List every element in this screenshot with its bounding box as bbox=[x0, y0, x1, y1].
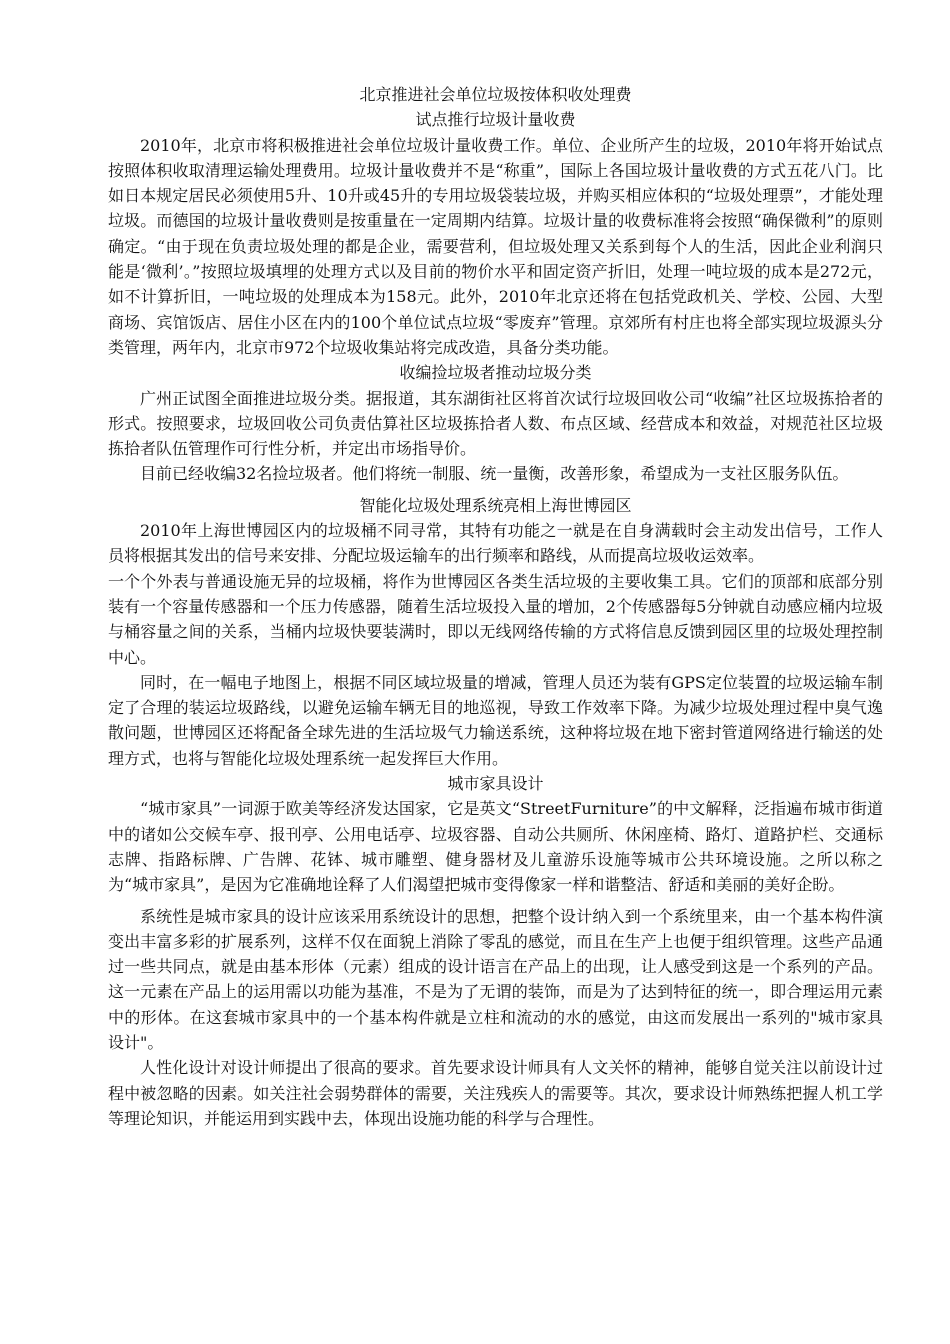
paragraph-systematic-design: 系统性是城市家具的设计应该采用系统设计的思想，把整个设计纳入到一个系统里来，由一个基本构件演变出丰富多彩的扩展系列，这样不仅在面貌上消除了零乱的感觉，而且在生产上也便于组织管理。这些产品通过一些共同点，就是由基本形体（元素）组成的设计语言在产品上的出现，让人感受到这是一个系列的产品。这一元素在产品上的运用需以功能为基准，不是为了无谓的装饰，而是为了达到特征的统一，即合理运用元素中的形体。在这套城市家具中的一个基本构件就是立柱和流动的水的感觉，由这而发展出一系列的"城市家具设计"。 bbox=[108, 906, 883, 1052]
paragraph-gps-route: 同时，在一幅电子地图上，根据不同区域垃圾量的增减，管理人员还为装有GPS定位装置的垃圾运输车制定了合理的装运垃圾路线，以避免运输车辆无目的地巡视，导致工作效率下降。为减少垃圾处理过程中臭气逸散问题，世博园区还将配备全球先进的生活垃圾气力输送系统，这种将垃圾在地下密封管道网络进行输送的处理方式，也将与智能化垃圾处理系统一起发挥巨大作用。 bbox=[108, 672, 883, 768]
paragraph-beijing-fee: 2010年，北京市将积极推进社会单位垃圾计量收费工作。单位、企业所产生的垃圾，2010年将开始试点按照体积收取清理运输处理费用。垃圾计量收费并不是“称重”，国际上各国垃圾计量收费的方式五花八门。比如日本规定居民必须使用5升、10升或45升的专用垃圾袋装垃圾，并购买相应体积的“垃圾处理票”，才能处理垃圾。而德国的垃圾计量收费则是按重量在一定周期内结算。垃圾计量的收费标准将会按照“确保微利”的原则确定。“由于现在负责垃圾处理的都是企业，需要营利，但垃圾处理又关系到每个人的生活，因此企业利润只能是‘微利’。”按照垃圾填埋的处理方式以及目前的物价水平和固定资产折旧，处理一吨垃圾的成本是272元，如不计算折旧，一吨垃圾的处理成本为158元。此外，2010年北京还将在包括党政机关、学校、公园、大型商场、宾馆饭店、居住小区在内的100个单位试点垃圾“零废弃”管理。京郊所有村庄也将全部实现垃圾源头分类管理，两年内，北京市972个垃圾收集站将完成改造，具备分类功能。 bbox=[108, 135, 883, 357]
document-page bbox=[108, 82, 883, 1131]
section-heading-expo: 智能化垃圾处理系统亮相上海世博园区 bbox=[359, 495, 632, 515]
section-heading-street-furniture: 城市家具设计 bbox=[447, 774, 544, 794]
paragraph-guangzhou-sorting: 广州正试图全面推进垃圾分类。据报道，其东湖街社区将首次试行垃圾回收公司“收编”社区垃圾拣拾者的形式。按照要求，垃圾回收公司负责估算社区垃圾拣拾者人数、布点区域、经营成本和效益，对规范社区垃圾拣拾者队伍管理作可行性分析，并定出市场指导价。 bbox=[108, 388, 883, 459]
paragraph-expo-bins: 2010年上海世博园区内的垃圾桶不同寻常，其特有功能之一就是在自身满载时会主动发出信号，工作人员将根据其发出的信号来安排、分配垃圾运输车的出行频率和路线，从而提高垃圾收运效率。 bbox=[108, 521, 883, 566]
paragraph-collectors: 目前已经收编32名捡垃圾者。他们将统一制服、统一量衡，改善形象，希望成为一支社区服务队伍。 bbox=[140, 464, 849, 484]
article-title-line2: 试点推行垃圾计量收费 bbox=[415, 110, 576, 130]
paragraph-humanized-design: 人性化设计对设计师提出了很高的要求。首先要求设计师具有人文关怀的精神，能够自觉关注以前设计过程中被忽略的因素。如关注社会弱势群体的需要，关注残疾人的需要等。其次，要求设计师熟练把握人机工学等理论知识，并能运用到实践中去，体现出设施功能的科学与合理性。 bbox=[108, 1058, 883, 1128]
article-title-line1: 北京推进社会单位垃圾按体积收处理费 bbox=[359, 85, 632, 104]
section-heading-guangzhou: 收编捡垃圾者推动垃圾分类 bbox=[399, 363, 592, 383]
paragraph-street-furniture-definition: “城市家具”一词源于欧美等经济发达国家，它是英文“StreetFurniture”的中文解释，泛指遍布城市街道中的诸如公交候车亭、报刊亭、公用电话亭、垃圾容器、自动公共厕所、休闲座椅、路灯、道路护栏、交通标志牌、指路标牌、广告牌、花钵、城市雕塑、健身器材及儿童游乐设施等城市公共环境设施。之所以称之为“城市家具”，是因为它准确地诠释了人们渴望把城市变得像家一样和谐整洁、舒适和美丽的美好企盼。 bbox=[108, 799, 883, 895]
paragraph-sensors: 一个个外表与普通设施无异的垃圾桶，将作为世博园区各类生活垃圾的主要收集工具。它们的顶部和底部分别装有一个容量传感器和一个压力传感器，随着生活垃圾投入量的增加，2个传感器每5分钟就自动感应桶内垃圾与桶容量之间的关系，当桶内垃圾快要装满时，即以无线网络传输的方式将信息反馈到园区里的垃圾处理控制中心。 bbox=[108, 571, 883, 667]
